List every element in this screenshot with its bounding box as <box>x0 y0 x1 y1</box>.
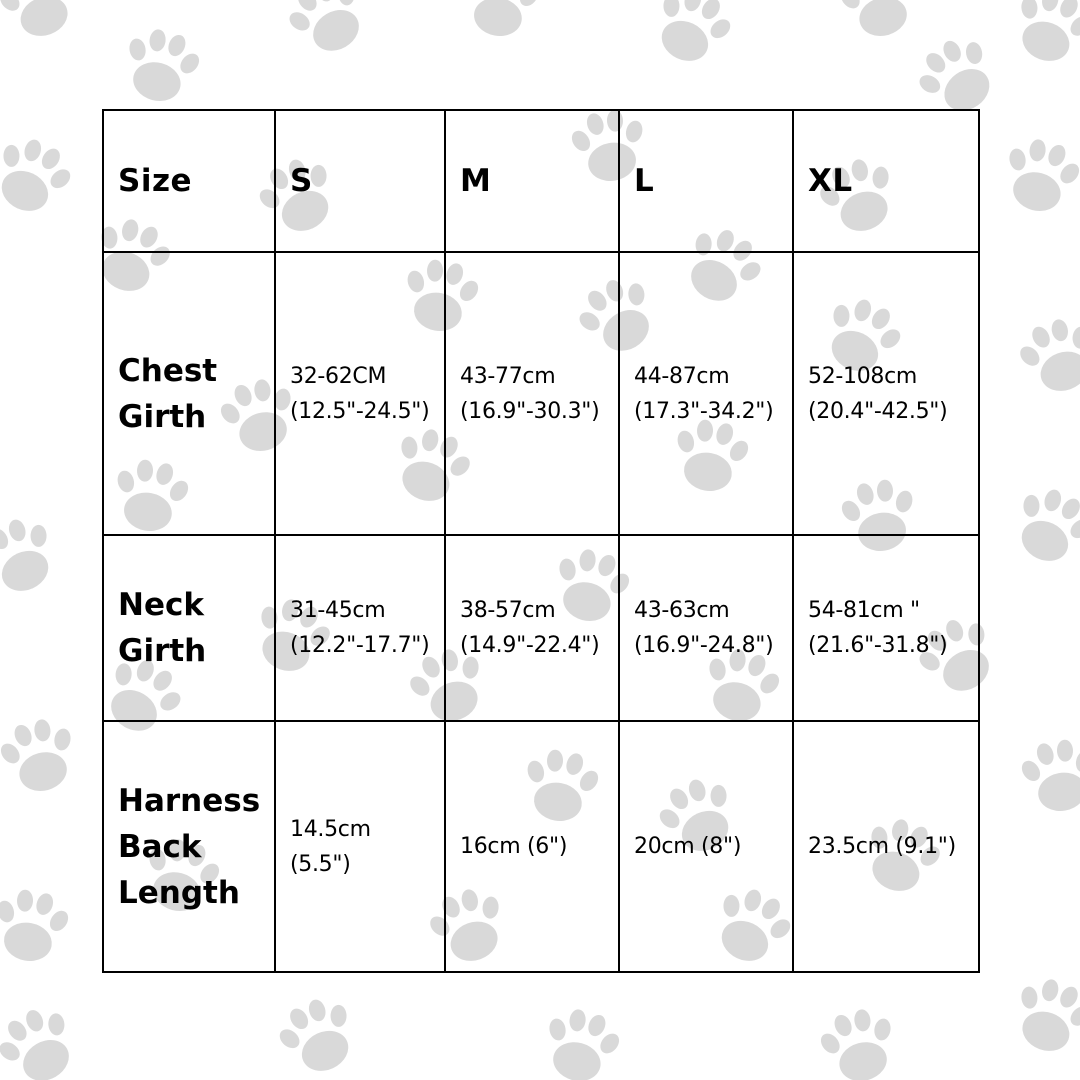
paw-print-icon <box>1003 969 1080 1062</box>
paw-print-icon <box>1003 0 1080 72</box>
neck-girth-m: 38-57cm (14.9"-22.4") <box>445 535 619 721</box>
paw-print-icon <box>642 0 743 75</box>
paw-print-icon <box>114 21 208 110</box>
chest-girth-m: 43-77cm (16.9"-30.3") <box>445 252 619 535</box>
row-label-chest-girth: Chest Girth <box>103 252 275 535</box>
neck-girth-l: 43-63cm (16.9"-24.8") <box>619 535 793 721</box>
paw-print-icon <box>534 1001 628 1080</box>
header-size: Size <box>103 110 275 252</box>
harness-back-length-l: 20cm (8") <box>619 721 793 972</box>
paw-print-icon <box>0 127 82 224</box>
paw-print-icon <box>276 0 379 66</box>
paw-print-icon <box>1010 309 1080 402</box>
paw-print-icon <box>832 0 926 45</box>
header-xl: XL <box>793 110 979 252</box>
chest-girth-l: 44-87cm (17.3"-34.2") <box>619 252 793 535</box>
neck-girth-xl: 54-81cm " (21.6"-31.8") <box>793 535 979 721</box>
paw-print-icon <box>0 507 68 604</box>
row-label-harness-back-length: Harness Back Length <box>103 721 275 972</box>
paw-print-icon <box>456 0 545 42</box>
paw-print-icon <box>0 884 75 967</box>
paw-print-icon <box>994 131 1080 220</box>
table-row-neck-girth <box>103 535 979 721</box>
harness-back-length-xl: 23.5cm (9.1") <box>793 721 979 972</box>
neck-girth-s: 31-45cm (12.2"-17.7") <box>275 535 445 721</box>
paw-print-icon <box>0 996 89 1080</box>
table-row-chest-girth <box>103 252 979 535</box>
paw-print-icon <box>0 0 87 47</box>
chest-girth-xl: 52-108cm (20.4"-42.5") <box>793 252 979 535</box>
paw-print-icon <box>812 1001 906 1080</box>
harness-back-length-m: 16cm (6") <box>445 721 619 972</box>
paw-print-icon <box>1015 734 1080 817</box>
header-row <box>103 110 979 252</box>
harness-back-length-s: 14.5cm (5.5") <box>275 721 445 972</box>
header-m: M <box>445 110 619 252</box>
size-chart-table <box>102 109 980 973</box>
header-s: S <box>275 110 445 252</box>
row-label-neck-girth: Neck Girth <box>103 535 275 721</box>
table-row-harness-back-length <box>103 721 979 972</box>
paw-print-icon <box>1002 477 1080 574</box>
chest-girth-s: 32-62CM (12.5"-24.5") <box>275 252 445 535</box>
header-l: L <box>619 110 793 252</box>
paw-print-icon <box>0 711 86 800</box>
paw-print-icon <box>268 987 369 1080</box>
